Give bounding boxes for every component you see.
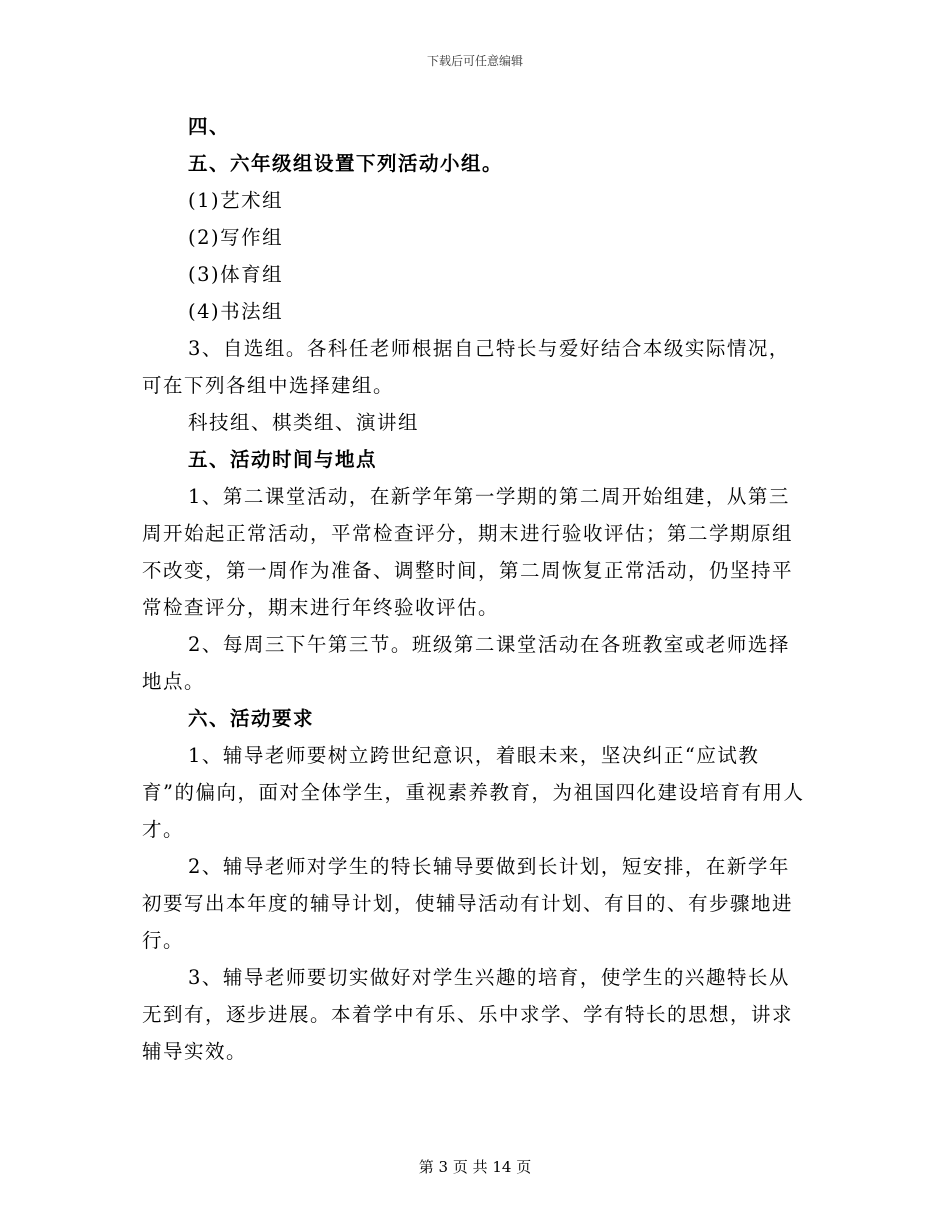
list-item-calligraphy: (4)书法组 bbox=[188, 300, 284, 323]
document-body bbox=[142, 108, 810, 1070]
paragraph-elective-list: 科技组、棋类组、演讲组 bbox=[188, 411, 420, 434]
paragraph-requirement-2: 2、辅导老师对学生的特长辅导要做到长计划，短安排，在新学年初要写出本年度的辅导计划，使辅导活动有计划、有目的、有步骤地进行。 bbox=[142, 855, 794, 952]
page-number: 第 3 页 共 14 页 bbox=[418, 1158, 532, 1176]
paragraph-elective-groups: 3、自选组。各科任老师根据自己特长与爱好结合本级实际情况，可在下列各组中选择建组。 bbox=[142, 337, 790, 397]
paragraph-schedule: 1、第二课堂活动，在新学年第一学期的第二周开始组建，从第三周开始起正常活动，平常检查评分，期末进行验收评估；第二学期原组不改变，第一周作为准备、调整时间，第二周恢复正常活动，仍坚持平常检查评分，期末进行年终验收评估。 bbox=[142, 485, 794, 619]
paragraph-requirement-1: 1、辅导老师要树立跨世纪意识，着眼未来，坚决纠正“应试教育”的偏向，面对全体学生，重视素养教育，为祖国四化建设培育有用人才。 bbox=[142, 744, 805, 841]
heading-time-place: 五、活动时间与地点 bbox=[188, 448, 378, 471]
list-item-sports: (3)体育组 bbox=[188, 263, 284, 286]
heading-four: 四、 bbox=[188, 115, 231, 138]
list-item-art: (1)艺术组 bbox=[188, 189, 284, 212]
heading-groups: 五、六年级组设置下列活动小组。 bbox=[188, 152, 504, 175]
paragraph-requirement-3: 3、辅导老师要切实做好对学生兴趣的培育，使学生的兴趣特长从无到有，逐步进展。本着学中有乐、乐中求学、学有特长的思想，讲求辅导实效。 bbox=[142, 966, 794, 1063]
list-item-writing: (2)写作组 bbox=[188, 226, 284, 249]
heading-requirements: 六、活动要求 bbox=[188, 707, 315, 730]
page-header-note: 下载后可任意编辑 bbox=[426, 54, 523, 68]
paragraph-weekly-time: 2、每周三下午第三节。班级第二课堂活动在各班教室或老师选择地点。 bbox=[142, 633, 790, 693]
